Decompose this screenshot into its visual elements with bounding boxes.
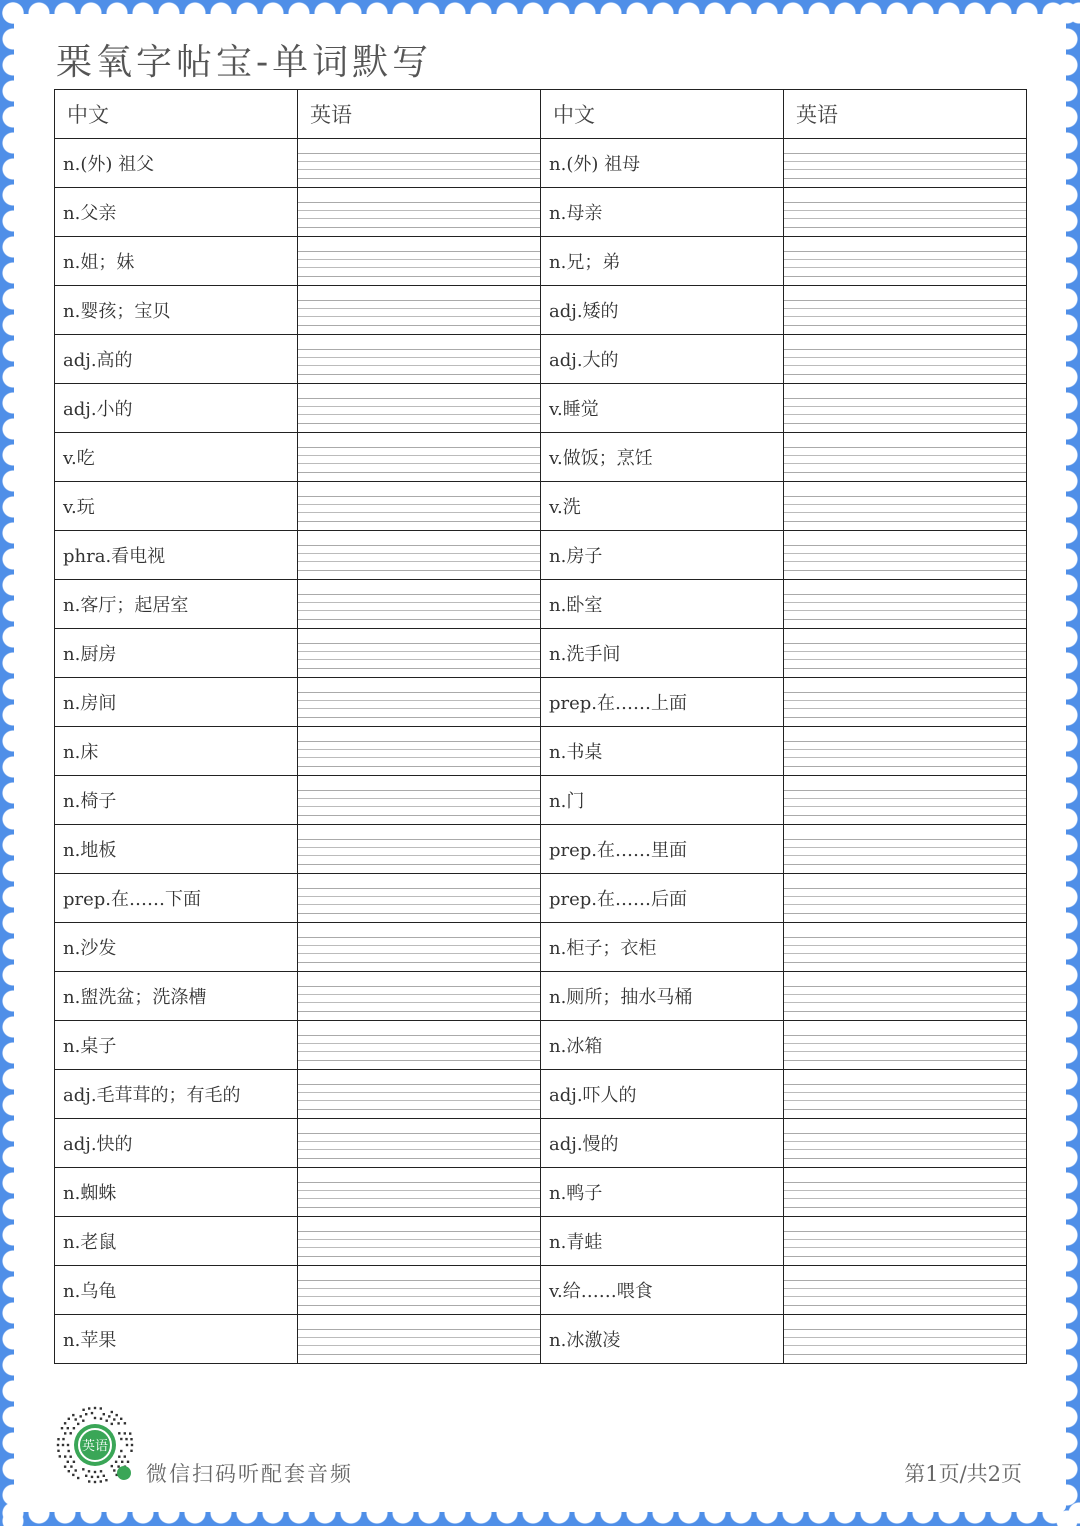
writing-guide-lines xyxy=(784,447,1026,473)
writing-guide-lines xyxy=(298,790,540,816)
english-answer-left[interactable] xyxy=(298,1168,541,1217)
chinese-prompt-right: prep.在……上面 xyxy=(541,678,784,727)
qr-dot xyxy=(120,1450,122,1452)
writing-guide-lines xyxy=(298,1084,540,1110)
english-answer-left[interactable] xyxy=(298,531,541,580)
qr-dot xyxy=(113,1418,115,1420)
page-indicator: 第1页/共2页 xyxy=(904,1462,1022,1486)
writing-guide-lines xyxy=(784,594,1026,620)
writing-guide-lines xyxy=(298,496,540,522)
chinese-prompt-left: n.盥洗盆；洗涤槽 xyxy=(55,972,298,1021)
chinese-prompt-right: n.书桌 xyxy=(541,727,784,776)
writing-guide-lines xyxy=(784,1329,1026,1355)
english-answer-right[interactable] xyxy=(784,727,1027,776)
chinese-prompt-left: adj.小的 xyxy=(55,384,298,433)
english-answer-left[interactable] xyxy=(298,286,541,335)
english-answer-right[interactable] xyxy=(784,188,1027,237)
qr-dot xyxy=(68,1418,70,1420)
qr-dot xyxy=(73,1427,75,1429)
qr-dot xyxy=(130,1450,132,1452)
english-answer-left[interactable] xyxy=(298,678,541,727)
table-row xyxy=(55,678,1027,727)
writing-guide-lines xyxy=(784,1133,1026,1159)
english-answer-right[interactable] xyxy=(784,972,1027,1021)
table-row xyxy=(55,629,1027,678)
table-row xyxy=(55,237,1027,286)
qr-dot xyxy=(67,1427,69,1429)
qr-dot xyxy=(131,1444,133,1446)
english-answer-right[interactable] xyxy=(784,825,1027,874)
english-answer-left[interactable] xyxy=(298,1315,541,1364)
qr-dot xyxy=(64,1422,66,1424)
qr-dot xyxy=(91,1412,93,1414)
english-answer-right[interactable] xyxy=(784,923,1027,972)
chinese-prompt-right: n.冰激凌 xyxy=(541,1315,784,1364)
chinese-prompt-left: n.客厅；起居室 xyxy=(55,580,298,629)
chinese-prompt-left: n.苹果 xyxy=(55,1315,298,1364)
header-english-right: 英语 xyxy=(784,90,1027,139)
writing-guide-lines xyxy=(298,986,540,1012)
writing-guide-lines xyxy=(298,1231,540,1257)
header-chinese-right: 中文 xyxy=(541,90,784,139)
english-answer-left[interactable] xyxy=(298,874,541,923)
writing-guide-lines xyxy=(298,692,540,718)
chinese-prompt-left: adj.毛茸茸的；有毛的 xyxy=(55,1070,298,1119)
chinese-prompt-left: v.吃 xyxy=(55,433,298,482)
writing-guide-lines xyxy=(298,643,540,669)
qr-dot xyxy=(94,1417,96,1419)
writing-guide-lines xyxy=(784,1182,1026,1208)
chinese-prompt-right: adj.吓人的 xyxy=(541,1070,784,1119)
english-answer-left[interactable] xyxy=(298,482,541,531)
chinese-prompt-right: n.鸭子 xyxy=(541,1168,784,1217)
chinese-prompt-left: n.婴孩；宝贝 xyxy=(55,286,298,335)
qr-dot xyxy=(130,1438,132,1440)
qr-dot xyxy=(120,1418,122,1420)
table-row xyxy=(55,1070,1027,1119)
english-answer-right[interactable] xyxy=(784,874,1027,923)
writing-guide-lines xyxy=(298,839,540,865)
writing-guide-lines xyxy=(298,1182,540,1208)
chinese-prompt-right: n.门 xyxy=(541,776,784,825)
table-row xyxy=(55,580,1027,629)
writing-guide-lines xyxy=(784,251,1026,277)
wechat-qr-code[interactable] xyxy=(52,1402,138,1488)
qr-dot xyxy=(118,1456,120,1458)
table-row xyxy=(55,531,1027,580)
chinese-prompt-right: n.母亲 xyxy=(541,188,784,237)
table-row xyxy=(55,433,1027,482)
qr-dot xyxy=(113,1469,115,1471)
qr-dot xyxy=(59,1455,61,1457)
writing-guide-lines xyxy=(784,545,1026,571)
qr-dot xyxy=(103,1475,105,1477)
chinese-prompt-left: n.房间 xyxy=(55,678,298,727)
table-row xyxy=(55,335,1027,384)
table-row xyxy=(55,1168,1027,1217)
writing-guide-lines xyxy=(298,741,540,767)
english-answer-left[interactable] xyxy=(298,776,541,825)
qr-dot xyxy=(100,1480,102,1482)
chinese-prompt-right: n.厕所；抽水马桶 xyxy=(541,972,784,1021)
qr-dot xyxy=(62,1444,64,1446)
chinese-prompt-right: n.青蛙 xyxy=(541,1217,784,1266)
qr-dot xyxy=(61,1427,63,1429)
chinese-prompt-left: n.乌龟 xyxy=(55,1266,298,1315)
chinese-prompt-left: n.蜘蛛 xyxy=(55,1168,298,1217)
english-answer-right[interactable] xyxy=(784,1266,1027,1315)
table-row xyxy=(55,482,1027,531)
english-answer-left[interactable] xyxy=(298,1021,541,1070)
qr-dot xyxy=(73,1461,75,1463)
qr-dot xyxy=(75,1469,77,1471)
table-row xyxy=(55,139,1027,188)
qr-dot xyxy=(100,1470,102,1472)
qr-dot xyxy=(97,1476,99,1478)
writing-guide-lines xyxy=(784,300,1026,326)
chinese-prompt-left: n.地板 xyxy=(55,825,298,874)
mini-program-icon xyxy=(117,1466,131,1480)
qr-dot xyxy=(88,1480,90,1482)
qr-dot xyxy=(118,1432,120,1434)
writing-guide-lines xyxy=(298,349,540,375)
chinese-prompt-right: n.(外) 祖母 xyxy=(541,139,784,188)
qr-dot xyxy=(120,1438,122,1440)
qr-dot xyxy=(68,1470,70,1472)
qr-dot xyxy=(82,1468,84,1470)
qr-dot xyxy=(111,1423,113,1425)
chinese-prompt-right: v.做饭；烹饪 xyxy=(541,433,784,482)
english-answer-left[interactable] xyxy=(298,1070,541,1119)
english-answer-left[interactable] xyxy=(298,1266,541,1315)
qr-dot xyxy=(67,1444,69,1446)
table-row xyxy=(55,727,1027,776)
english-answer-right[interactable] xyxy=(784,531,1027,580)
writing-guide-lines xyxy=(298,398,540,424)
chinese-prompt-right: n.洗手间 xyxy=(541,629,784,678)
english-answer-right[interactable] xyxy=(784,629,1027,678)
qr-dot xyxy=(70,1465,72,1467)
qr-dot xyxy=(85,1475,87,1477)
qr-dot xyxy=(124,1455,126,1457)
english-answer-left[interactable] xyxy=(298,188,541,237)
writing-guide-lines xyxy=(298,1329,540,1355)
writing-guide-lines xyxy=(298,937,540,963)
qr-dot xyxy=(126,1444,128,1446)
qr-dot xyxy=(80,1415,82,1417)
qr-dot xyxy=(121,1461,123,1463)
chinese-prompt-right: n.卧室 xyxy=(541,580,784,629)
qr-dot xyxy=(82,1409,84,1411)
qr-dot xyxy=(64,1432,66,1434)
english-answer-left[interactable] xyxy=(298,139,541,188)
qr-dot xyxy=(82,1420,84,1422)
chinese-prompt-right: n.柜子；衣柜 xyxy=(541,923,784,972)
table-row xyxy=(55,384,1027,433)
qr-dot xyxy=(117,1422,119,1424)
writing-guide-lines xyxy=(784,643,1026,669)
table-row xyxy=(55,972,1027,1021)
table-row xyxy=(55,776,1027,825)
table-row xyxy=(55,188,1027,237)
english-answer-right[interactable] xyxy=(784,1315,1027,1364)
english-answer-left[interactable] xyxy=(298,972,541,1021)
page-title: 栗氧字帖宝-单词默写 xyxy=(56,42,433,83)
english-answer-left[interactable] xyxy=(298,629,541,678)
chinese-prompt-right: adj.矮的 xyxy=(541,286,784,335)
chinese-prompt-left: n.沙发 xyxy=(55,923,298,972)
qr-dot xyxy=(94,1471,96,1473)
chinese-prompt-left: prep.在……下面 xyxy=(55,874,298,923)
english-answer-right[interactable] xyxy=(784,1119,1027,1168)
writing-guide-lines xyxy=(784,937,1026,963)
table-row xyxy=(55,1119,1027,1168)
chinese-prompt-right: adj.慢的 xyxy=(541,1119,784,1168)
vocabulary-table xyxy=(54,89,1027,1364)
english-answer-right[interactable] xyxy=(784,237,1027,286)
english-answer-right[interactable] xyxy=(784,384,1027,433)
qr-dot xyxy=(111,1411,113,1413)
chinese-prompt-left: phra.看电视 xyxy=(55,531,298,580)
english-answer-left[interactable] xyxy=(298,727,541,776)
english-answer-left[interactable] xyxy=(298,335,541,384)
qr-dot xyxy=(77,1477,79,1479)
qr-dot xyxy=(111,1465,113,1467)
chinese-prompt-right: n.兄；弟 xyxy=(541,237,784,286)
qr-dot xyxy=(68,1450,70,1452)
qr-dot xyxy=(77,1423,79,1425)
english-answer-right[interactable] xyxy=(784,1217,1027,1266)
qr-dot xyxy=(64,1466,66,1468)
english-answer-right[interactable] xyxy=(784,286,1027,335)
qr-dot xyxy=(94,1481,96,1483)
chinese-prompt-right: prep.在……里面 xyxy=(541,825,784,874)
chinese-prompt-left: adj.快的 xyxy=(55,1119,298,1168)
table-row xyxy=(55,923,1027,972)
chinese-prompt-left: n.床 xyxy=(55,727,298,776)
qr-dot xyxy=(108,1415,110,1417)
english-answer-left[interactable] xyxy=(298,580,541,629)
qr-dot xyxy=(91,1476,93,1478)
header-english-left: 英语 xyxy=(298,90,541,139)
writing-guide-lines xyxy=(784,1084,1026,1110)
qr-dot xyxy=(105,1479,107,1481)
qr-dot xyxy=(100,1407,102,1409)
writing-guide-lines xyxy=(784,790,1026,816)
table-row xyxy=(55,825,1027,874)
chinese-prompt-right: v.睡觉 xyxy=(541,384,784,433)
qr-dot xyxy=(94,1407,96,1409)
chinese-prompt-left: adj.高的 xyxy=(55,335,298,384)
table-row xyxy=(55,1021,1027,1070)
qr-dot xyxy=(70,1456,72,1458)
qr-dot xyxy=(103,1413,105,1415)
qr-dot xyxy=(85,1413,87,1415)
chinese-prompt-left: n.桌子 xyxy=(55,1021,298,1070)
qr-dot xyxy=(67,1461,69,1463)
qr-dot xyxy=(88,1470,90,1472)
qr-badge-label: 英语 xyxy=(81,1439,109,1454)
english-answer-left[interactable] xyxy=(298,237,541,286)
qr-dot xyxy=(72,1414,74,1416)
writing-guide-lines xyxy=(298,1133,540,1159)
writing-guide-lines xyxy=(784,398,1026,424)
english-answer-left[interactable] xyxy=(298,433,541,482)
qr-dot xyxy=(116,1414,118,1416)
writing-guide-lines xyxy=(298,545,540,571)
writing-guide-lines xyxy=(298,447,540,473)
qr-dot xyxy=(57,1438,59,1440)
chinese-prompt-right: n.冰箱 xyxy=(541,1021,784,1070)
writing-guide-lines xyxy=(784,202,1026,228)
english-answer-right[interactable] xyxy=(784,482,1027,531)
writing-guide-lines xyxy=(784,153,1026,179)
qr-dot xyxy=(115,1461,117,1463)
english-answer-right[interactable] xyxy=(784,1021,1027,1070)
writing-guide-lines xyxy=(784,1231,1026,1257)
english-answer-right[interactable] xyxy=(784,580,1027,629)
writing-guide-lines xyxy=(298,888,540,914)
table-row xyxy=(55,874,1027,923)
qr-dot xyxy=(125,1438,127,1440)
qr-dot xyxy=(124,1432,126,1434)
qr-dot xyxy=(106,1420,108,1422)
writing-guide-lines xyxy=(298,202,540,228)
qr-dot xyxy=(127,1461,129,1463)
qr-dot xyxy=(70,1432,72,1434)
qr-dot xyxy=(129,1432,131,1434)
english-answer-left[interactable] xyxy=(298,1217,541,1266)
writing-guide-lines xyxy=(784,496,1026,522)
table-header-row xyxy=(55,90,1027,139)
qr-dot xyxy=(57,1444,59,1446)
writing-guide-lines xyxy=(784,888,1026,914)
writing-guide-lines xyxy=(784,741,1026,767)
chinese-prompt-left: n.椅子 xyxy=(55,776,298,825)
writing-guide-lines xyxy=(784,349,1026,375)
english-answer-right[interactable] xyxy=(784,139,1027,188)
english-answer-left[interactable] xyxy=(298,384,541,433)
qr-dot xyxy=(88,1407,90,1409)
writing-guide-lines xyxy=(298,251,540,277)
table-row xyxy=(55,1266,1027,1315)
chinese-prompt-left: n.厨房 xyxy=(55,629,298,678)
qr-dot xyxy=(64,1455,66,1457)
writing-guide-lines xyxy=(298,300,540,326)
table-row xyxy=(55,1315,1027,1364)
chinese-prompt-left: n.姐；妹 xyxy=(55,237,298,286)
chinese-prompt-right: v.给……喂食 xyxy=(541,1266,784,1315)
chinese-prompt-right: adj.大的 xyxy=(541,335,784,384)
english-answer-right[interactable] xyxy=(784,1070,1027,1119)
writing-guide-lines xyxy=(298,594,540,620)
chinese-prompt-right: prep.在……后面 xyxy=(541,874,784,923)
chinese-prompt-left: v.玩 xyxy=(55,482,298,531)
table-row xyxy=(55,286,1027,335)
chinese-prompt-left: n.老鼠 xyxy=(55,1217,298,1266)
qr-dot xyxy=(72,1474,74,1476)
writing-guide-lines xyxy=(784,692,1026,718)
qr-dot xyxy=(75,1418,77,1420)
writing-guide-lines xyxy=(784,839,1026,865)
writing-guide-lines xyxy=(298,1035,540,1061)
english-answer-right[interactable] xyxy=(784,335,1027,384)
writing-guide-lines xyxy=(784,1035,1026,1061)
english-answer-right[interactable] xyxy=(784,1168,1027,1217)
qr-dot xyxy=(100,1418,102,1420)
qr-dot xyxy=(117,1465,119,1467)
english-answer-left[interactable] xyxy=(298,825,541,874)
chinese-prompt-left: n.父亲 xyxy=(55,188,298,237)
english-answer-left[interactable] xyxy=(298,923,541,972)
qr-dot xyxy=(57,1450,59,1452)
qr-caption: 微信扫码听配套音频 xyxy=(146,1462,353,1486)
qr-dot xyxy=(124,1422,126,1424)
english-answer-right[interactable] xyxy=(784,678,1027,727)
english-answer-right[interactable] xyxy=(784,433,1027,482)
writing-guide-lines xyxy=(298,1280,540,1306)
header-chinese-left: 中文 xyxy=(55,90,298,139)
chinese-prompt-right: n.房子 xyxy=(541,531,784,580)
table-row xyxy=(55,1217,1027,1266)
writing-guide-lines xyxy=(298,153,540,179)
english-answer-right[interactable] xyxy=(784,776,1027,825)
english-answer-left[interactable] xyxy=(298,1119,541,1168)
qr-dot xyxy=(62,1438,64,1440)
chinese-prompt-right: v.洗 xyxy=(541,482,784,531)
writing-guide-lines xyxy=(784,986,1026,1012)
writing-guide-lines xyxy=(784,1280,1026,1306)
chinese-prompt-left: n.(外) 祖父 xyxy=(55,139,298,188)
